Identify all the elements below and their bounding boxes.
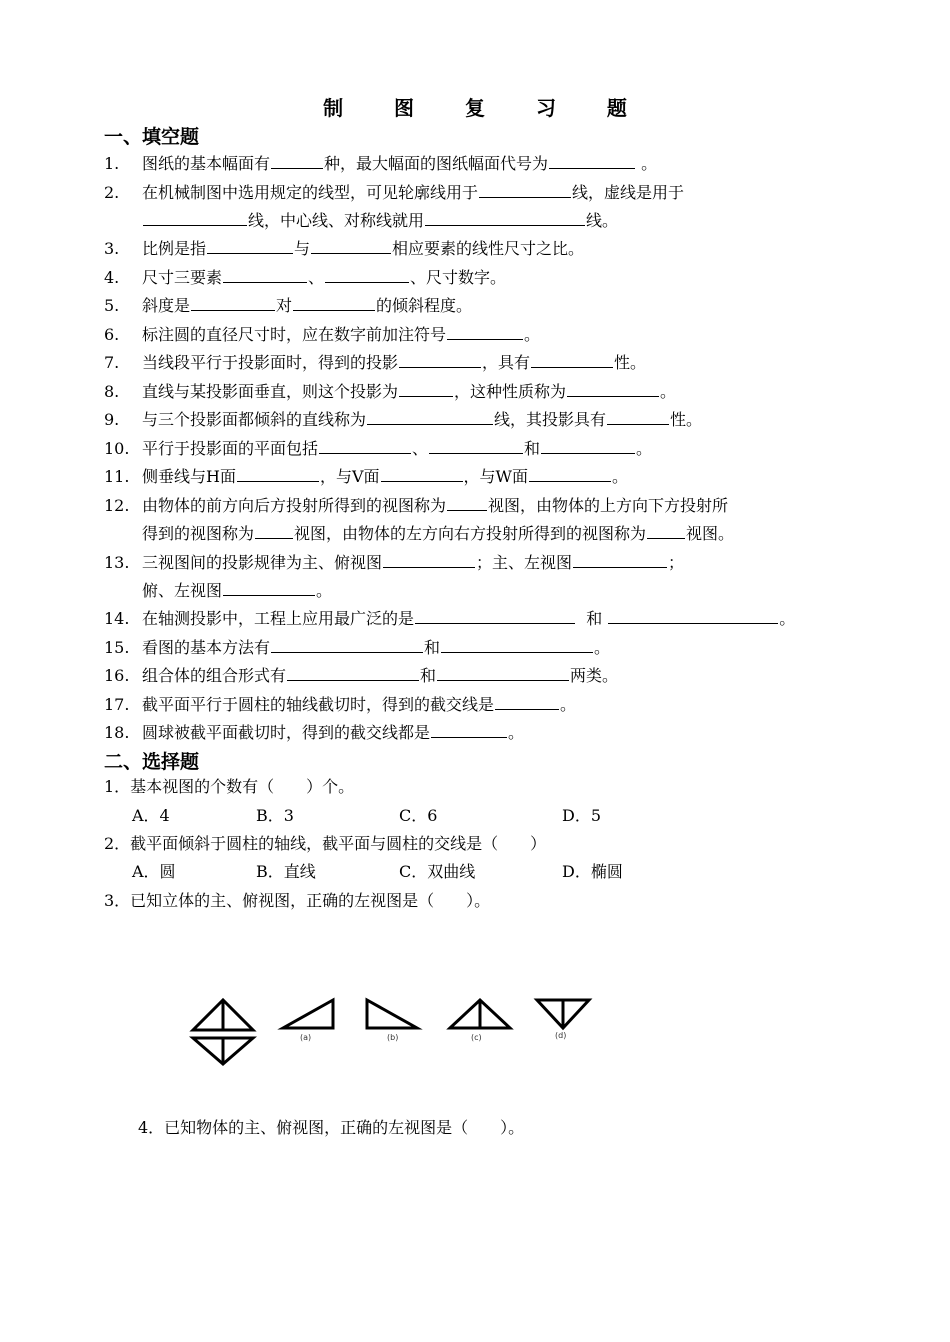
question-text: 截平面平行于圆柱的轴线截切时，得到的截交线是 xyxy=(142,695,495,714)
option-a[interactable]: A．圆 xyxy=(132,862,176,881)
question-number: 5. xyxy=(104,296,120,315)
question-text: ，与W面 xyxy=(463,467,528,486)
answer-blank[interactable] xyxy=(573,551,667,568)
option-figure-a[interactable] xyxy=(283,1000,333,1028)
answer-blank[interactable] xyxy=(223,266,307,283)
question-3 xyxy=(104,237,584,259)
option-d[interactable]: D．5 xyxy=(562,806,602,825)
question-text: 直线与某投影面垂直，则这个投影为 xyxy=(142,382,399,401)
question-2 xyxy=(104,181,684,203)
question-text: 由物体的前方向后方投射所得到的视图称为 xyxy=(142,496,447,515)
question-5 xyxy=(104,294,472,316)
question-text: 两类。 xyxy=(570,666,619,685)
question-18 xyxy=(104,721,524,743)
answer-blank[interactable] xyxy=(531,351,613,368)
question-12-continued xyxy=(142,522,734,544)
answer-blank[interactable] xyxy=(399,380,453,397)
question-text: 与三个投影面都倾斜的直线称为 xyxy=(142,410,367,429)
choice-question-2: 2．截平面倾斜于圆柱的轴线，截平面与圆柱的交线是（ ） xyxy=(104,834,547,853)
question-2-continued xyxy=(142,209,618,231)
question-text: 。 xyxy=(641,154,658,173)
answer-blank[interactable] xyxy=(567,380,659,397)
question-13 xyxy=(104,551,684,573)
answer-blank[interactable] xyxy=(207,237,293,254)
question-text: 性。 xyxy=(670,410,703,429)
question-text: 平行于投影面的平面包括 xyxy=(142,439,319,458)
question-text: 。 xyxy=(636,439,653,458)
question-text: 斜度是 xyxy=(142,296,191,315)
question-text: 视图，由物体的上方向下方投射所 xyxy=(488,496,729,515)
question-number: 18. xyxy=(104,723,130,742)
question-text: 、尺寸数字。 xyxy=(410,268,507,287)
question-number: 9. xyxy=(104,410,120,429)
answer-blank[interactable] xyxy=(191,294,275,311)
answer-blank[interactable] xyxy=(447,323,523,340)
question-6 xyxy=(104,323,540,345)
question-number: 3. xyxy=(104,239,120,258)
figure-label-a: (a) xyxy=(300,1033,312,1042)
question-text: 种，最大幅面的图纸幅面代号为 xyxy=(324,154,549,173)
question-text: 线，虚线是用于 xyxy=(572,183,685,202)
question-text: 线。 xyxy=(586,211,619,230)
question-14 xyxy=(104,607,795,629)
question-1 xyxy=(104,152,657,174)
question-13-continued xyxy=(142,579,332,601)
question-17 xyxy=(104,693,576,715)
question-text: 线，其投影具有 xyxy=(494,410,607,429)
question-text: 和 xyxy=(524,439,541,458)
question-number: 11. xyxy=(104,467,130,486)
question-text: ；主、左视图 xyxy=(476,553,573,572)
answer-blank[interactable] xyxy=(549,152,635,169)
question-text: 图纸的基本幅面有 xyxy=(142,154,271,173)
answer-blank[interactable] xyxy=(529,465,611,482)
answer-blank[interactable] xyxy=(293,294,375,311)
answer-blank[interactable] xyxy=(441,636,593,653)
page-title: 制 图 复 习 题 xyxy=(323,96,649,120)
question-text: 比例是指 xyxy=(142,239,207,258)
answer-blank[interactable] xyxy=(607,408,669,425)
question-number: 17. xyxy=(104,695,130,714)
answer-blank[interactable] xyxy=(223,579,315,596)
answer-blank[interactable] xyxy=(271,152,323,169)
question-4 xyxy=(104,266,506,288)
question-number: 2. xyxy=(104,183,120,202)
question-text: 得到的视图称为 xyxy=(142,524,255,543)
question-7 xyxy=(104,351,646,373)
question-number: 13. xyxy=(104,553,130,572)
question-number: 12. xyxy=(104,496,130,515)
question-text: 和 xyxy=(424,638,441,657)
question-12 xyxy=(104,494,728,516)
question-number: 8. xyxy=(104,382,120,401)
question-text: 尺寸三要素 xyxy=(142,268,223,287)
figure-label-c: (c) xyxy=(471,1033,482,1042)
option-figure-c[interactable] xyxy=(450,1000,510,1028)
answer-blank[interactable] xyxy=(415,607,575,624)
answer-blank[interactable] xyxy=(431,721,507,738)
choice-question-4: 4．已知物体的主、俯视图，正确的左视图是（ ）。 xyxy=(138,1118,525,1137)
answer-blank[interactable] xyxy=(381,465,463,482)
question-text: 和 xyxy=(420,666,437,685)
answer-blank[interactable] xyxy=(541,437,635,454)
answer-blank[interactable] xyxy=(367,408,493,425)
answer-blank[interactable] xyxy=(255,522,293,539)
question-text: 看图的基本方法有 xyxy=(142,638,271,657)
question-text: 性。 xyxy=(614,353,647,372)
answer-blank[interactable] xyxy=(647,522,685,539)
question-text: 的倾斜程度。 xyxy=(376,296,473,315)
option-d[interactable]: D．椭圆 xyxy=(562,862,623,881)
answer-blank[interactable] xyxy=(325,266,409,283)
given-views-figure xyxy=(193,1000,253,1064)
option-figure-b[interactable] xyxy=(367,1000,417,1028)
question-text: 当线段平行于投影面时，得到的投影 xyxy=(142,353,399,372)
answer-blank[interactable] xyxy=(425,209,585,226)
question-text: 、 xyxy=(308,268,325,287)
question-number: 7. xyxy=(104,353,120,372)
question-text: 。 xyxy=(660,382,677,401)
answer-blank[interactable] xyxy=(271,636,423,653)
question-text: 。 xyxy=(779,609,796,628)
option-c[interactable]: C．双曲线 xyxy=(399,862,476,881)
answer-blank[interactable] xyxy=(447,494,487,511)
question-number: 15. xyxy=(104,638,130,657)
figure-label-d: (d) xyxy=(555,1031,567,1040)
answer-blank[interactable] xyxy=(319,437,411,454)
question-text: 在轴测投影中，工程上应用最广泛的是 xyxy=(142,609,415,628)
answer-blank[interactable] xyxy=(399,351,481,368)
question-number: 4. xyxy=(104,268,120,287)
section-heading-choice: 二、选择题 xyxy=(104,751,200,773)
question-text: 。 xyxy=(508,723,525,742)
question-text: 。 xyxy=(524,325,541,344)
section-heading-fill: 一、填空题 xyxy=(104,126,200,148)
question-text: ； xyxy=(668,553,685,572)
question-text: 。 xyxy=(594,638,611,657)
choice-question-3: 3．已知立体的主、俯视图，正确的左视图是（ ）。 xyxy=(104,891,491,910)
question-text: ，具有 xyxy=(482,353,531,372)
answer-blank[interactable] xyxy=(608,607,778,624)
question-text: 侧垂线与H面 xyxy=(142,467,236,486)
answer-blank[interactable] xyxy=(287,664,419,681)
question-8 xyxy=(104,380,676,402)
question-text: 。 xyxy=(611,467,628,486)
question-text: 。 xyxy=(560,695,577,714)
answer-blank[interactable] xyxy=(237,465,319,482)
question-11 xyxy=(104,465,628,487)
question-text: 组合体的组合形式有 xyxy=(142,666,287,685)
question-text: 标注圆的直径尺寸时，应在数字前加注符号 xyxy=(142,325,447,344)
question-15 xyxy=(104,636,610,658)
option-figure-d[interactable] xyxy=(537,1000,589,1028)
option-b[interactable]: B．3 xyxy=(256,806,294,825)
answer-blank[interactable] xyxy=(479,181,571,198)
question-text: ，这种性质称为 xyxy=(454,382,567,401)
question-number: 16. xyxy=(104,666,130,685)
option-a[interactable]: A．4 xyxy=(132,806,170,825)
question-text: ，与V面 xyxy=(319,467,380,486)
option-c[interactable]: C．6 xyxy=(399,806,438,825)
choice-question-1: 1．基本视图的个数有（ ）个。 xyxy=(104,777,355,796)
answer-blank[interactable] xyxy=(311,237,391,254)
question-16 xyxy=(104,664,618,686)
question-text: 线，中心线、对称线就用 xyxy=(248,211,425,230)
question-text: 圆球被截平面截切时，得到的截交线都是 xyxy=(142,723,431,742)
answer-blank[interactable] xyxy=(383,551,475,568)
question-9 xyxy=(104,408,702,430)
question-text: 。 xyxy=(316,581,333,600)
question-text: 、 xyxy=(412,439,429,458)
answer-blank[interactable] xyxy=(495,693,559,710)
question-10 xyxy=(104,437,652,459)
question-text: 俯、左视图 xyxy=(142,581,223,600)
question-number: 6. xyxy=(104,325,120,344)
answer-blank[interactable] xyxy=(429,437,523,454)
question-text: 与 xyxy=(294,239,311,258)
question-text: 在机械制图中选用规定的线型，可见轮廓线用于 xyxy=(142,183,479,202)
question-text: 三视图间的投影规律为主、俯视图 xyxy=(142,553,383,572)
answer-blank[interactable] xyxy=(437,664,569,681)
question-text: 和 xyxy=(586,609,603,628)
question-number: 1. xyxy=(104,154,120,173)
question-number: 10. xyxy=(104,439,130,458)
question-number: 14. xyxy=(104,609,130,628)
question-text: 相应要素的线性尺寸之比。 xyxy=(392,239,585,258)
question-text: 视图。 xyxy=(686,524,735,543)
figure-label-b: (b) xyxy=(387,1033,399,1042)
question-text: 对 xyxy=(276,296,293,315)
answer-blank[interactable] xyxy=(143,209,247,226)
option-b[interactable]: B．直线 xyxy=(256,862,316,881)
question-text: 视图，由物体的左方向右方投射所得到的视图称为 xyxy=(294,524,647,543)
